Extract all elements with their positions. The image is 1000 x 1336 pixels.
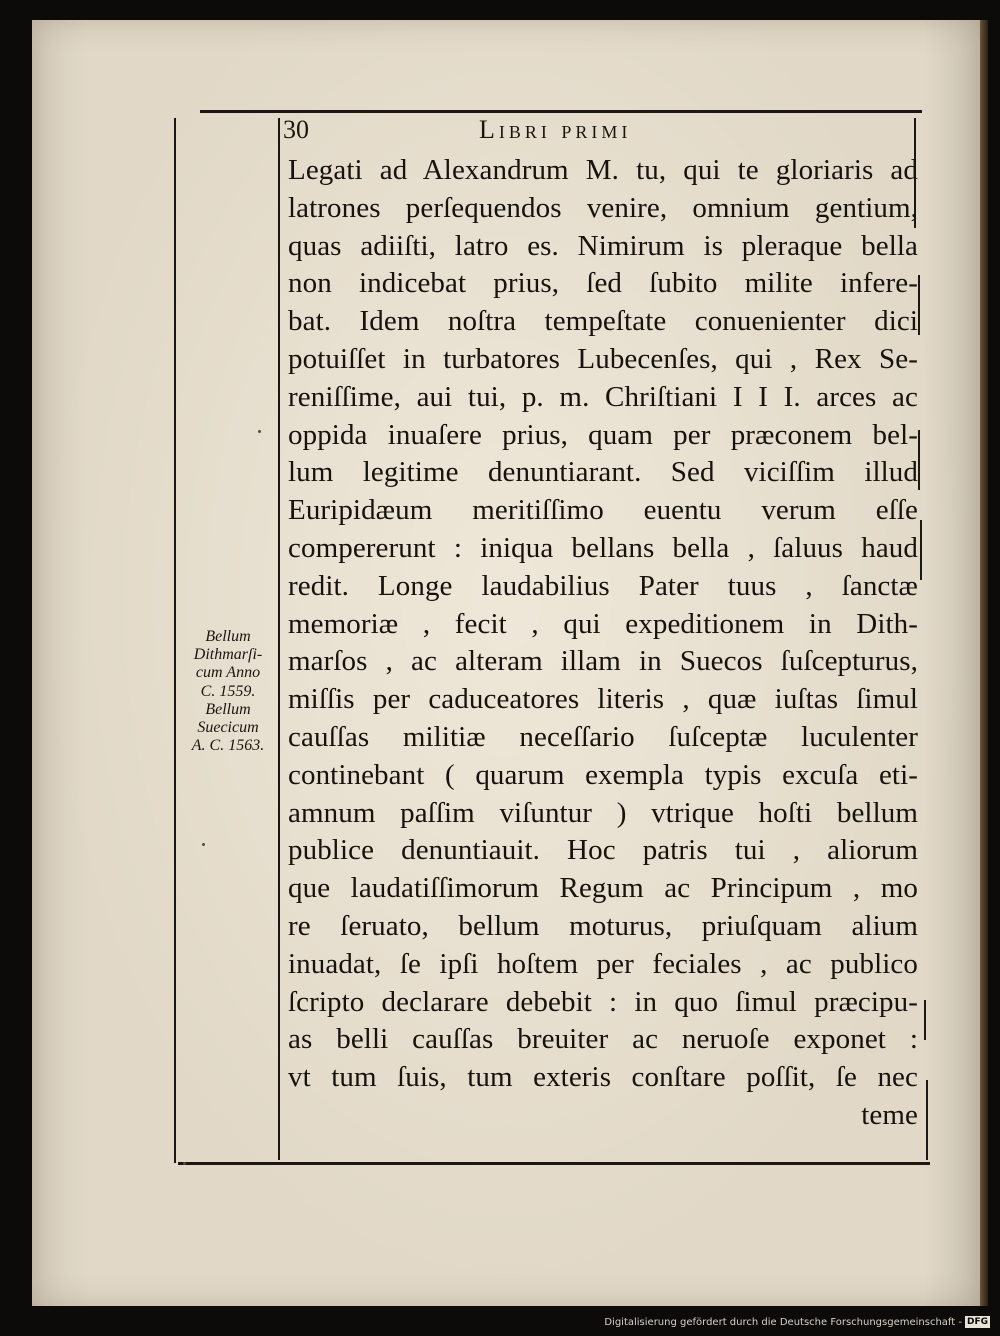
- right-frame-tick: [918, 275, 920, 335]
- text-line: as belli cauſſas breuiter ac neruoſe exponet :: [288, 1023, 918, 1056]
- marginal-note-line: Bellum: [205, 628, 251, 645]
- text-line: Legati ad Alexandrum M. tu, qui te gloriaris ad: [288, 154, 918, 186]
- text-line: quas adiiſti, latro es. Nimirum is pleraque bella: [288, 229, 918, 262]
- text-line: miſſis per caduceatores literis , quæ iuſtas ſimul: [288, 683, 918, 716]
- text-line: potuiſſet in turbatores Lubecenſes, qui , Rex Se-: [288, 342, 918, 375]
- right-frame-tick: [924, 1000, 926, 1040]
- text-column-rule: [278, 118, 280, 1160]
- paper-speck: [183, 1162, 186, 1165]
- marginal-note-line: A. C. 1563.: [191, 737, 265, 755]
- text-line: bat. Idem noſtra tempeſtate conuenienter dici: [288, 305, 918, 338]
- marginal-note-line: Bellum: [205, 700, 251, 718]
- credit-text: Digitalisierung gefördert durch die Deutsche Forschungsgemeinschaft -: [604, 1316, 962, 1328]
- marginal-note-line: Dithmarſi-: [193, 646, 263, 664]
- text-line: continebant ( quarum exempla typis excuſa eti-: [288, 758, 918, 791]
- text-line: que laudatiſſimorum Regum ac Principum , mo: [288, 872, 918, 905]
- running-head: [283, 113, 923, 149]
- marginal-note: [178, 628, 278, 755]
- marginal-note-line: Suecicum: [197, 719, 259, 737]
- body-text: [288, 152, 918, 1135]
- text-line: ſcripto declarare debebit : in quo ſimul præcipu-: [288, 985, 918, 1018]
- marginal-note-line: C. 1559.: [200, 682, 256, 700]
- text-line: publice denuntiauit. Hoc patris tui , aliorum: [288, 834, 918, 867]
- text-line: reniſſime, aui tui, p. m. Chriſtiani I I I. arces ac: [288, 380, 918, 413]
- text-line: oppida inuaſere prius, quam per præconem bel-: [288, 418, 918, 451]
- text-line: latrones perſequendos venire, omnium gentium,: [288, 191, 918, 224]
- margin-column-rule: [174, 118, 176, 1163]
- right-frame-tick: [918, 430, 920, 490]
- dfg-logo: DFG: [966, 1317, 988, 1327]
- running-title: Libri primi: [479, 115, 632, 144]
- text-line: vt tum ſuis, tum exteris conſtare poſſit, ſe nec: [288, 1061, 918, 1094]
- digitization-credit: [604, 1316, 990, 1328]
- text-line: marſos , ac alteram illam in Suecos ſuſcepturus,: [288, 645, 918, 678]
- text-line: cauſſas militiæ neceſſario ſuſceptæ luculenter: [288, 720, 918, 753]
- catchword: teme: [861, 1098, 918, 1131]
- right-frame-tick: [920, 520, 922, 580]
- text-line: non indicebat prius, ſed ſubito milite infere-: [288, 267, 918, 300]
- text-line: memoriæ , fecit , qui expeditionem in Dith-: [288, 607, 918, 640]
- marginal-note-line: cum Anno: [195, 664, 261, 682]
- text-line: Euripidæum meritiſſimo euentu verum eſſe: [288, 494, 918, 527]
- paper-speck: [202, 843, 205, 846]
- text-line: lum legitime denuntiarant. Sed viciſſim illud: [288, 456, 918, 489]
- right-frame-tick: [926, 1080, 928, 1160]
- page-number: 30: [283, 115, 309, 144]
- text-line: re ſeruato, bellum moturus, priuſquam alium: [288, 909, 918, 942]
- text-line: amnum paſſim viſuntur ) vtrique hoſti bellum: [288, 796, 918, 829]
- text-line: inuadat, ſe ipſi hoſtem per feciales , ac publico: [288, 947, 918, 980]
- page-edge: [980, 20, 988, 1306]
- paper-speck: [258, 430, 261, 433]
- text-line: compererunt : iniqua bellans bella , ſaluus haud: [288, 531, 918, 564]
- text-line: redit. Longe laudabilius Pater tuus , ſanctæ: [288, 569, 918, 602]
- footer-rule: [178, 1162, 930, 1165]
